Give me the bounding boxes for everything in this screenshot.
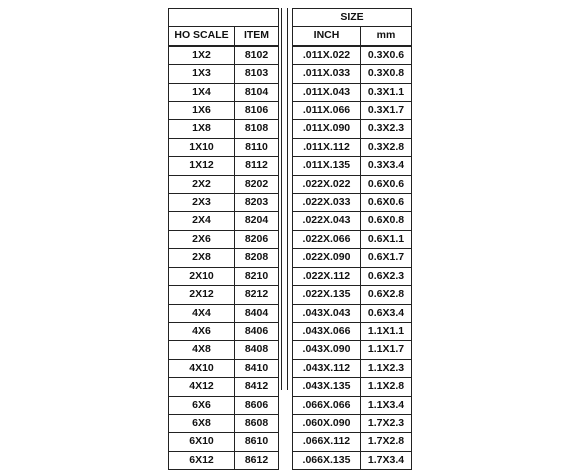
- mm-cell: 1.1X1.7: [361, 341, 412, 359]
- size-header: SIZE: [293, 9, 412, 27]
- inch-cell: .066X.135: [293, 451, 361, 469]
- table-row: [169, 230, 279, 248]
- mm-cell: 1.7X3.4: [361, 451, 412, 469]
- inch-cell: .043X.135: [293, 378, 361, 396]
- ho-scale-cell: 6X12: [169, 451, 235, 469]
- item-cell: 8203: [235, 194, 279, 212]
- table-row: [293, 157, 412, 175]
- mm-cell: 0.3X0.8: [361, 65, 412, 83]
- size-chart: [168, 8, 411, 466]
- mm-cell: 0.6X0.8: [361, 212, 412, 230]
- table-row: [293, 304, 412, 322]
- ho-scale-cell: 1X2: [169, 46, 235, 65]
- table-row: [293, 230, 412, 248]
- table-row: [169, 194, 279, 212]
- item-cell: 8612: [235, 451, 279, 469]
- mm-cell: 0.6X0.6: [361, 194, 412, 212]
- ho-scale-cell: 2X2: [169, 175, 235, 193]
- item-cell: 8610: [235, 433, 279, 451]
- table-row: [169, 175, 279, 193]
- table-row: [169, 157, 279, 175]
- table-row: [169, 396, 279, 414]
- mm-cell: 0.6X1.7: [361, 249, 412, 267]
- table-row: [169, 304, 279, 322]
- table-row: [293, 65, 412, 83]
- table-row: [293, 46, 412, 65]
- mm-cell: 1.7X2.3: [361, 414, 412, 432]
- ho-scale-cell: 2X3: [169, 194, 235, 212]
- mm-cell: 0.6X2.3: [361, 267, 412, 285]
- inch-cell: .043X.090: [293, 341, 361, 359]
- item-cell: 8204: [235, 212, 279, 230]
- ho-scale-cell: 6X6: [169, 396, 235, 414]
- table-row: [293, 286, 412, 304]
- ho-scale-cell: 2X6: [169, 230, 235, 248]
- table-row: [169, 286, 279, 304]
- mm-cell: 0.3X2.8: [361, 138, 412, 156]
- table-row: [169, 212, 279, 230]
- table-row: [293, 341, 412, 359]
- blank-header-cell: [169, 9, 279, 27]
- table-row: [169, 65, 279, 83]
- inch-cell: .011X.033: [293, 65, 361, 83]
- mm-cell: 1.1X1.1: [361, 322, 412, 340]
- table-row: [169, 102, 279, 120]
- scale-item-table: [168, 8, 279, 470]
- table-row: [293, 212, 412, 230]
- mm-cell: 0.3X2.3: [361, 120, 412, 138]
- inch-cell: .066X.112: [293, 433, 361, 451]
- double-divider: [278, 8, 292, 390]
- ho-scale-cell: 4X8: [169, 341, 235, 359]
- inch-cell: .043X.112: [293, 359, 361, 377]
- table-row: [293, 414, 412, 432]
- table-row: [293, 175, 412, 193]
- table-row: [169, 46, 279, 65]
- item-cell: 8206: [235, 230, 279, 248]
- ho-scale-cell: 6X8: [169, 414, 235, 432]
- table-row: [293, 120, 412, 138]
- inch-cell: .011X.022: [293, 46, 361, 65]
- inch-cell: .043X.066: [293, 322, 361, 340]
- size-table: [292, 8, 412, 470]
- inch-cell: .060X.090: [293, 414, 361, 432]
- inch-cell: .022X.043: [293, 212, 361, 230]
- ho-scale-cell: 1X3: [169, 65, 235, 83]
- ho-scale-cell: 1X8: [169, 120, 235, 138]
- table-row: [169, 83, 279, 101]
- mm-cell: 1.1X2.8: [361, 378, 412, 396]
- item-cell: 8412: [235, 378, 279, 396]
- inch-cell: .022X.066: [293, 230, 361, 248]
- item-cell: 8112: [235, 157, 279, 175]
- item-cell: 8110: [235, 138, 279, 156]
- item-cell: 8606: [235, 396, 279, 414]
- mm-cell: 0.3X0.6: [361, 46, 412, 65]
- size-header-row-left: [169, 9, 279, 27]
- item-cell: 8202: [235, 175, 279, 193]
- table-row: [169, 120, 279, 138]
- table-row: [293, 359, 412, 377]
- mm-cell: 0.3X3.4: [361, 157, 412, 175]
- mm-cell: 0.3X1.7: [361, 102, 412, 120]
- item-header: ITEM: [235, 27, 279, 46]
- table-row: [169, 138, 279, 156]
- item-cell: 8208: [235, 249, 279, 267]
- inch-cell: .011X.135: [293, 157, 361, 175]
- ho-scale-cell: 2X12: [169, 286, 235, 304]
- table-row: [293, 396, 412, 414]
- inch-cell: .011X.066: [293, 102, 361, 120]
- inch-cell: .022X.033: [293, 194, 361, 212]
- item-cell: 8108: [235, 120, 279, 138]
- item-cell: 8102: [235, 46, 279, 65]
- table-row: [293, 267, 412, 285]
- ho-scale-cell: 2X4: [169, 212, 235, 230]
- ho-scale-cell: 2X8: [169, 249, 235, 267]
- table-row: [293, 102, 412, 120]
- inch-cell: .022X.090: [293, 249, 361, 267]
- inch-cell: .011X.043: [293, 83, 361, 101]
- item-cell: 8212: [235, 286, 279, 304]
- ho-scale-cell: 4X10: [169, 359, 235, 377]
- table-row: [293, 83, 412, 101]
- ho-scale-cell: 4X6: [169, 322, 235, 340]
- item-cell: 8404: [235, 304, 279, 322]
- table-row: [293, 194, 412, 212]
- column-header-row-left: [169, 27, 279, 46]
- table-row: [169, 378, 279, 396]
- item-cell: 8408: [235, 341, 279, 359]
- mm-cell: 1.7X2.8: [361, 433, 412, 451]
- inch-header: INCH: [293, 27, 361, 46]
- item-cell: 8608: [235, 414, 279, 432]
- mm-cell: 0.6X0.6: [361, 175, 412, 193]
- mm-cell: 0.6X2.8: [361, 286, 412, 304]
- item-cell: 8410: [235, 359, 279, 377]
- table-row: [169, 359, 279, 377]
- item-cell: 8103: [235, 65, 279, 83]
- mm-cell: 0.6X1.1: [361, 230, 412, 248]
- inch-cell: .022X.135: [293, 286, 361, 304]
- table-row: [293, 322, 412, 340]
- table-row: [169, 414, 279, 432]
- item-cell: 8106: [235, 102, 279, 120]
- table-row: [293, 249, 412, 267]
- table-row: [293, 138, 412, 156]
- ho-scale-cell: 4X4: [169, 304, 235, 322]
- ho-scale-header: HO SCALE: [169, 27, 235, 46]
- mm-cell: 1.1X2.3: [361, 359, 412, 377]
- inch-cell: .022X.022: [293, 175, 361, 193]
- inch-cell: .066X.066: [293, 396, 361, 414]
- item-cell: 8104: [235, 83, 279, 101]
- item-cell: 8210: [235, 267, 279, 285]
- table-row: [293, 451, 412, 469]
- table-row: [293, 378, 412, 396]
- ho-scale-cell: 6X10: [169, 433, 235, 451]
- ho-scale-cell: 1X12: [169, 157, 235, 175]
- mm-header: mm: [361, 27, 412, 46]
- table-row: [293, 433, 412, 451]
- inch-cell: .011X.112: [293, 138, 361, 156]
- size-header-row: [293, 9, 412, 27]
- table-row: [169, 451, 279, 469]
- ho-scale-cell: 1X10: [169, 138, 235, 156]
- item-cell: 8406: [235, 322, 279, 340]
- mm-cell: 1.1X3.4: [361, 396, 412, 414]
- ho-scale-cell: 1X4: [169, 83, 235, 101]
- table-row: [169, 433, 279, 451]
- inch-cell: .011X.090: [293, 120, 361, 138]
- inch-cell: .022X.112: [293, 267, 361, 285]
- ho-scale-cell: 4X12: [169, 378, 235, 396]
- mm-cell: 0.6X3.4: [361, 304, 412, 322]
- inch-cell: .043X.043: [293, 304, 361, 322]
- table-row: [169, 341, 279, 359]
- table-row: [169, 267, 279, 285]
- ho-scale-cell: 1X6: [169, 102, 235, 120]
- table-row: [169, 322, 279, 340]
- column-header-row-right: [293, 27, 412, 46]
- table-row: [169, 249, 279, 267]
- mm-cell: 0.3X1.1: [361, 83, 412, 101]
- ho-scale-cell: 2X10: [169, 267, 235, 285]
